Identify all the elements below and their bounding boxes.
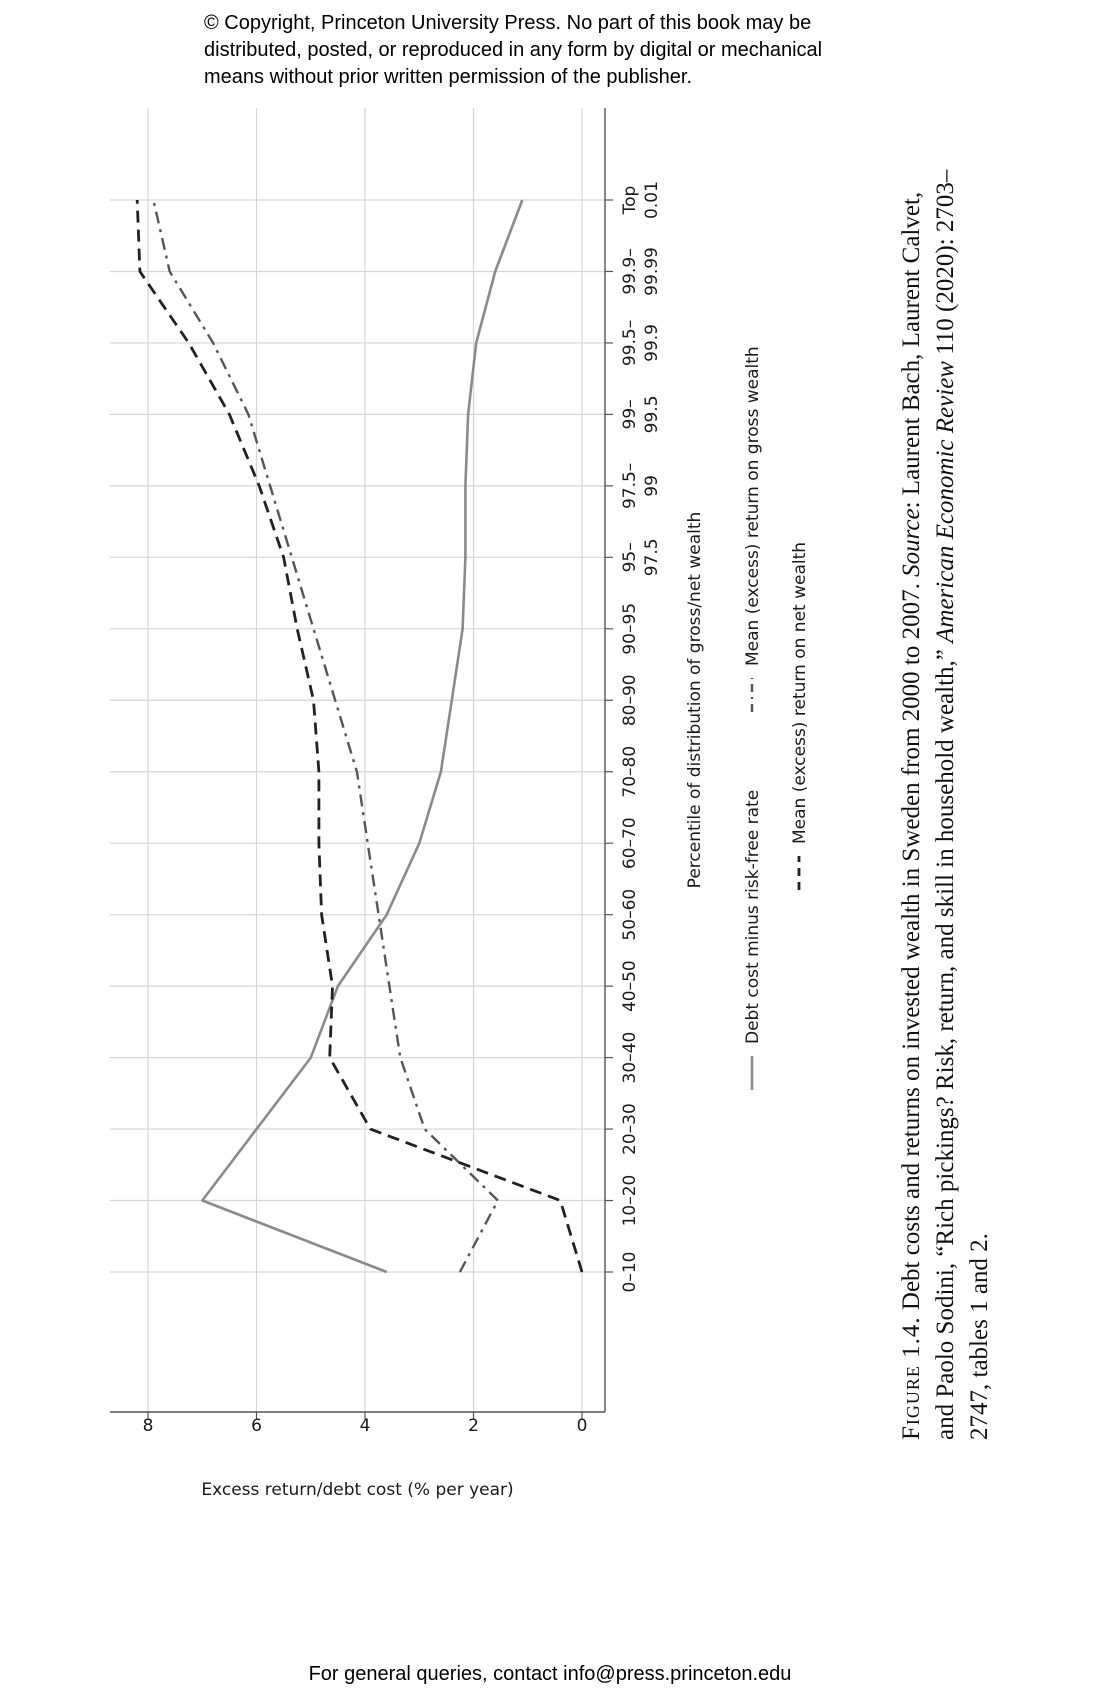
x-tick-label: 99.5 (642, 395, 662, 434)
copyright-line: distributed, posted, or reproduced in any form by digital or mechanical (204, 39, 823, 61)
legend-label: Mean (excess) return on net wealth (790, 541, 810, 844)
legend (743, 346, 810, 1090)
y-tick-label: 8 (142, 1416, 154, 1436)
x-tick-label: 99– (620, 399, 640, 430)
x-tick-label: 99.9 (642, 324, 662, 362)
y-axis-label: Excess return/debt cost (% per year) (201, 1480, 514, 1500)
x-tick-label: 40–50 (620, 960, 640, 1013)
y-tick-label: 4 (359, 1416, 371, 1436)
x-tick-label: Top (620, 185, 640, 215)
copyright-line: © Copyright, Princeton University Press. No part of this book may be (204, 12, 812, 34)
legend-label: Mean (excess) return on gross wealth (743, 346, 763, 666)
y-tick-label: 0 (576, 1416, 588, 1436)
x-tick-label: 60–70 (620, 817, 640, 870)
x-tick-label: 70–80 (620, 745, 640, 798)
x-tick-label: 50–60 (620, 888, 640, 941)
caption-journal: American Economic Review (932, 361, 959, 643)
gridlines (110, 108, 605, 1412)
y-tick-label: 6 (251, 1416, 262, 1436)
x-tick-label: 0–10 (620, 1251, 640, 1293)
series-line-1 (202, 200, 522, 1272)
caption-text: Debt costs and returns on invested wealth in Sweden from 2000 to 2007. (898, 583, 925, 1311)
x-tick-label: 10–20 (620, 1174, 640, 1227)
caption-text: 110 (2020): 2703–2747, tables 1 and 2. (932, 169, 993, 1440)
y-tick-label: 2 (468, 1416, 479, 1436)
series-line-3 (137, 200, 582, 1272)
x-tick-label: 0.01 (642, 181, 662, 219)
x-tick-label: 20–30 (620, 1103, 640, 1155)
legend-label: Debt cost minus risk-free rate (743, 789, 763, 1044)
x-tick-label: 30–40 (620, 1031, 640, 1084)
footer-contact: For general queries, contact info@press.princeton.edu (308, 1663, 792, 1685)
x-tick-label: 80–90 (620, 674, 640, 727)
caption-text: : Laurent Bach, Laurent Calvet, and Paolo Sodini, “Rich pickings? Risk, return, and skill in household wealth,” (898, 191, 959, 1440)
x-tick-label: 90–95 (620, 602, 640, 655)
caption-source-label: Source (898, 508, 925, 577)
x-axis-label: Percentile of distribution of gross/net wealth (685, 511, 705, 889)
x-tick-label: 95– (620, 542, 640, 573)
x-tick-label: 99.5– (620, 319, 640, 367)
x-tick-label: 97.5 (642, 538, 662, 577)
x-tick-label: 99.99 (642, 247, 662, 296)
x-tick-label: 97.5– (620, 462, 640, 510)
x-tick-label: 99.9– (620, 248, 640, 295)
copyright-line: means without prior written permission of the publisher. (204, 66, 693, 88)
figure-caption (895, 160, 997, 1440)
series-lines (137, 200, 582, 1272)
x-tick-label: 99 (642, 475, 662, 497)
figure-label: Figure 1.4. (898, 1316, 925, 1440)
